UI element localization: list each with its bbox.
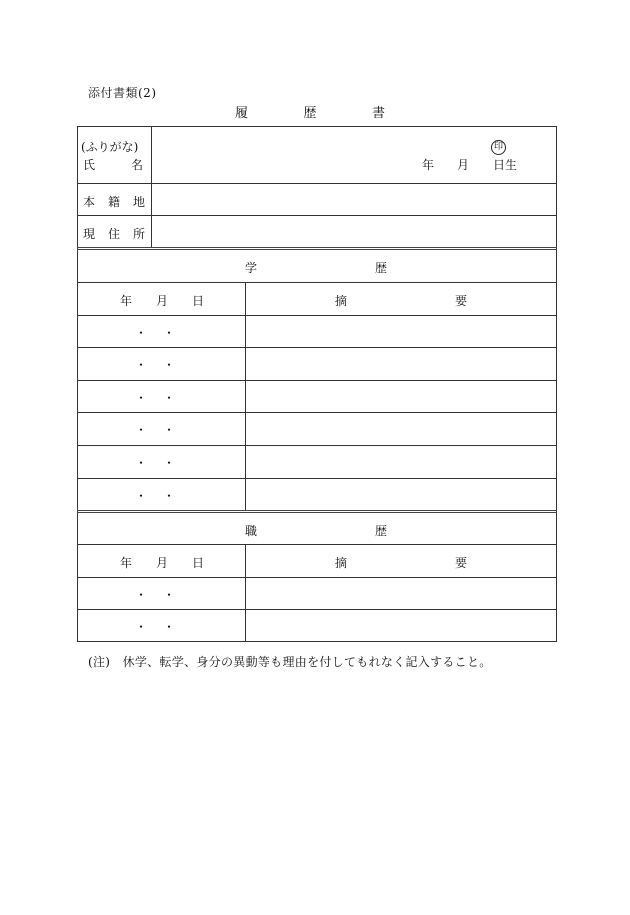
seal-mark: 印 (491, 140, 506, 155)
education-row-5 (135, 454, 175, 471)
furigana-text: (ふりがな) (81, 140, 139, 154)
career-summary-header (335, 554, 467, 571)
education-header-divider (77, 282, 557, 283)
career-header-char-1: 職 (245, 524, 258, 538)
name-label-char-1: 氏 (83, 158, 96, 172)
career-row-1-dot-2: ・ (162, 588, 175, 602)
address-char-2: 住 (107, 227, 120, 241)
career-row-2-dot-1: ・ (135, 620, 148, 634)
document-title (235, 102, 385, 121)
career-date-header (120, 554, 204, 571)
address-char-1: 現 (83, 227, 96, 241)
label-column-divider (151, 126, 152, 248)
honseki-char-2: 籍 (107, 195, 120, 209)
career-row-2 (135, 618, 175, 635)
career-summary-char-1: 摘 (335, 556, 348, 570)
career-header-divider (77, 544, 557, 545)
career-date-month: 月 (155, 556, 168, 570)
divider-name-honseki (77, 183, 557, 184)
career-header (245, 522, 387, 539)
divider-honseki-address (77, 215, 557, 216)
footnote: (注) 休学、転学、身分の異動等も理由を付してもれなく記入すること。 (88, 655, 492, 669)
furigana-label (81, 138, 138, 155)
birth-year-label: 年 (422, 158, 435, 172)
honseki-char-3: 地 (132, 195, 145, 209)
career-divider-1 (77, 577, 557, 578)
career-date-year: 年 (120, 556, 133, 570)
education-row-6 (135, 487, 175, 504)
address-label (83, 225, 145, 242)
name-label (83, 156, 143, 173)
honseki-label (83, 193, 145, 210)
education-summary-header (335, 292, 467, 309)
education-header (245, 259, 387, 276)
education-date-year: 年 (120, 294, 133, 308)
education-row-6-dot-1: ・ (135, 489, 148, 503)
education-summary-char-1: 摘 (335, 294, 348, 308)
education-row-2-dot-1: ・ (135, 358, 148, 372)
education-header-char-2: 歴 (374, 261, 387, 275)
career-summary-char-2: 要 (454, 556, 467, 570)
education-row-4-dot-1: ・ (135, 423, 148, 437)
education-date-header (120, 292, 204, 309)
education-divider-4 (77, 412, 557, 413)
education-row-1 (135, 324, 175, 341)
education-row-5-dot-1: ・ (135, 456, 148, 470)
career-divider-2 (77, 609, 557, 610)
education-column-divider (245, 282, 246, 510)
education-summary-char-2: 要 (454, 294, 467, 308)
honseki-char-1: 本 (83, 195, 96, 209)
education-row-3-dot-2: ・ (162, 391, 175, 405)
education-row-6-dot-2: ・ (162, 489, 175, 503)
education-divider-2 (77, 347, 557, 348)
education-divider-3 (77, 380, 557, 381)
career-row-2-dot-2: ・ (162, 620, 175, 634)
career-header-char-2: 歴 (374, 524, 387, 538)
career-row-1-dot-1: ・ (135, 588, 148, 602)
education-row-2 (135, 356, 175, 373)
divider-personal-education (77, 247, 557, 250)
education-row-3-dot-1: ・ (135, 391, 148, 405)
title-char-2: 歴 (303, 106, 317, 121)
address-char-3: 所 (132, 227, 145, 241)
education-row-4-dot-2: ・ (162, 423, 175, 437)
resume-form (77, 126, 557, 642)
birth-month-label: 月 (457, 158, 470, 172)
education-divider-1 (77, 315, 557, 316)
title-char-1: 履 (235, 106, 249, 121)
education-divider-5 (77, 445, 557, 446)
birth-day-label: 日生 (493, 158, 518, 172)
education-row-5-dot-2: ・ (162, 456, 175, 470)
education-row-3 (135, 389, 175, 406)
education-date-day: 日 (191, 294, 204, 308)
education-date-month: 月 (155, 294, 168, 308)
career-date-day: 日 (191, 556, 204, 570)
education-row-1-dot-2: ・ (162, 326, 175, 340)
divider-education-career (77, 510, 557, 513)
title-char-3: 書 (371, 106, 385, 121)
name-label-char-2: 名 (130, 158, 143, 172)
career-row-1 (135, 586, 175, 603)
attachment-label: 添付書類(2) (88, 86, 157, 100)
education-row-2-dot-2: ・ (162, 358, 175, 372)
education-divider-6 (77, 478, 557, 479)
education-header-char-1: 学 (245, 261, 258, 275)
career-column-divider (245, 544, 246, 641)
education-row-4 (135, 421, 175, 438)
education-row-1-dot-1: ・ (135, 326, 148, 340)
